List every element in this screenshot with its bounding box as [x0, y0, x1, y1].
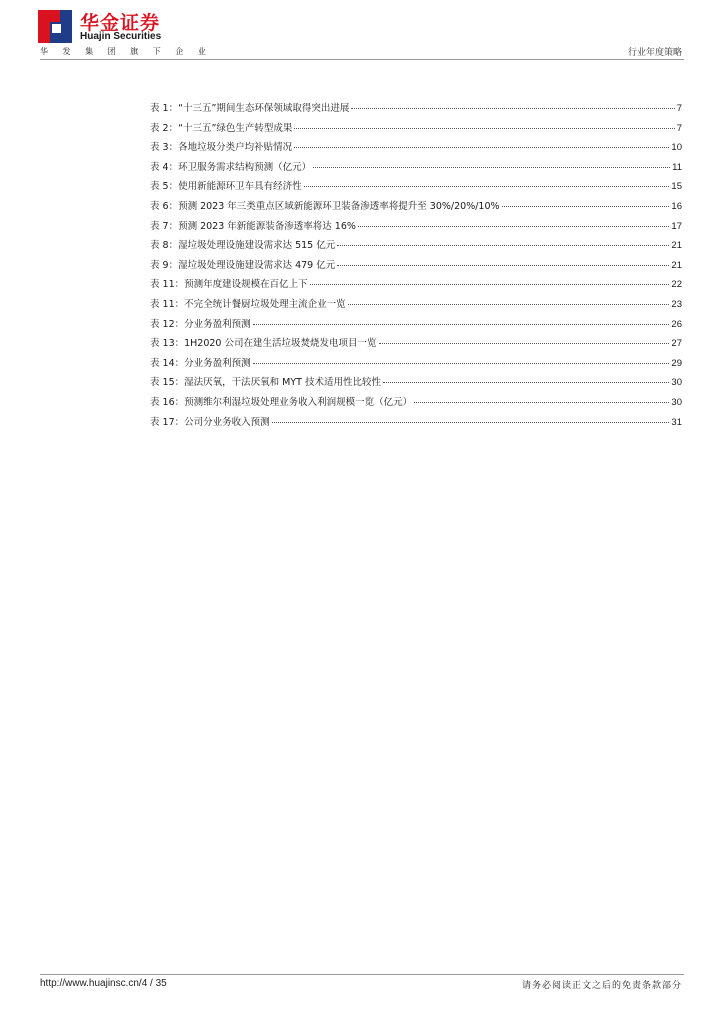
- toc-entry-page: 27: [671, 338, 682, 350]
- toc-entry-page: 22: [671, 279, 682, 291]
- toc-leader-dots: [310, 276, 670, 285]
- brand-name-en: Huajin Securities: [80, 31, 162, 42]
- page-header: [0, 0, 724, 62]
- toc-entry-title: 表 11：不完全统计餐厨垃圾处理主流企业一览: [150, 298, 346, 310]
- toc-entry-title: 表 4：环卫服务需求结构预测（亿元）: [150, 161, 312, 173]
- toc-entry-page: 21: [671, 240, 682, 252]
- toc-entry-page: 7: [676, 103, 682, 114]
- toc-entry-title: 表 8：湿垃圾处理设施建设需求达 515 亿元: [150, 240, 336, 252]
- toc-entry[interactable]: [150, 296, 682, 316]
- toc-entry-page: 30: [671, 396, 682, 408]
- toc-leader-dots: [337, 237, 669, 246]
- toc-entry-title: 表 16：预测维尔利湿垃圾处理业务收入利润规模一览（亿元）: [150, 396, 413, 408]
- toc-leader-dots: [304, 178, 670, 187]
- toc-entry-title: 表 1：“十三五”期间生态环保领域取得突出进展: [150, 103, 350, 114]
- toc-entry[interactable]: [150, 276, 682, 296]
- table-of-tables: [150, 100, 682, 433]
- toc-entry-title: 表 11：预测年度建设规模在百亿上下: [150, 279, 308, 291]
- brand-name-cn: 华金证券: [80, 12, 161, 34]
- toc-entry-page: 26: [671, 318, 682, 330]
- huajin-logo-icon: [38, 8, 74, 44]
- toc-leader-dots: [502, 198, 670, 207]
- header-divider: [40, 59, 684, 60]
- toc-entry[interactable]: [150, 159, 682, 179]
- toc-leader-dots: [348, 296, 670, 305]
- toc-entry[interactable]: [150, 178, 682, 198]
- toc-leader-dots: [414, 394, 669, 403]
- toc-entry-page: 11: [672, 161, 682, 173]
- toc-leader-dots: [358, 218, 670, 227]
- toc-entry[interactable]: [150, 120, 682, 140]
- toc-entry[interactable]: [150, 139, 682, 159]
- toc-entry[interactable]: [150, 100, 682, 120]
- brand-tagline: 华 发 集 团 旗 下 企 业: [40, 47, 212, 56]
- toc-entry-title: 表 6：预测 2023 年三类重点区域新能源环卫装备渗透率将提升至 30%/20%/10%: [150, 200, 500, 212]
- toc-entry-title: 表 15：湿法厌氧，干法厌氧和 MYT 技术适用性比较性: [150, 377, 381, 389]
- toc-entry-page: 16: [671, 200, 682, 212]
- toc-entry-title: 表 2：“十三五”绿色生产转型成果: [150, 122, 293, 134]
- toc-entry-page: 31: [671, 416, 682, 428]
- toc-entry[interactable]: [150, 374, 682, 394]
- toc-leader-dots: [294, 139, 669, 148]
- footer-disclaimer: 请务必阅读正文之后的免责条款部分: [521, 981, 682, 991]
- toc-entry-page: 21: [671, 259, 682, 271]
- toc-leader-dots: [351, 100, 674, 109]
- toc-leader-dots: [253, 316, 670, 325]
- toc-entry[interactable]: [150, 316, 682, 336]
- footer-divider: [40, 974, 684, 975]
- toc-entry-page: 15: [671, 181, 682, 193]
- toc-leader-dots: [313, 159, 670, 168]
- toc-entry-title: 表 3：各地垃圾分类户均补贴情况: [150, 142, 293, 154]
- toc-leader-dots: [294, 120, 674, 129]
- toc-entry-page: 17: [671, 220, 682, 232]
- toc-leader-dots: [253, 355, 670, 364]
- toc-entry-title: 表 9：湿垃圾处理设施建设需求达 479 亿元: [150, 259, 336, 271]
- toc-leader-dots: [272, 414, 670, 423]
- toc-entry[interactable]: [150, 394, 682, 414]
- footer-url-page[interactable]: http://www.huajinsc.cn/4 / 35: [40, 978, 167, 989]
- toc-leader-dots: [383, 374, 669, 383]
- toc-entry[interactable]: [150, 198, 682, 218]
- toc-entry[interactable]: [150, 257, 682, 277]
- company-logo: [38, 8, 188, 44]
- toc-entry-title: 表 5：使用新能源环卫车具有经济性: [150, 181, 302, 193]
- toc-entry-page: 30: [671, 377, 682, 389]
- toc-entry-title: 表 13：1H2020 公司在建生活垃圾焚烧发电项目一览: [150, 338, 377, 350]
- toc-entry-page: 23: [671, 298, 682, 310]
- toc-leader-dots: [337, 257, 669, 266]
- toc-entry[interactable]: [150, 237, 682, 257]
- toc-entry-title: 表 7：预测 2023 年新能源装备渗透率将达 16%: [150, 220, 356, 232]
- toc-entry[interactable]: [150, 218, 682, 238]
- toc-entry-title: 表 17：公司分业务收入预测: [150, 416, 270, 428]
- toc-entry-page: 29: [671, 357, 682, 369]
- toc-entry-title: 表 12：分业务盈利预测: [150, 318, 251, 330]
- toc-entry[interactable]: [150, 414, 682, 434]
- toc-entry[interactable]: [150, 335, 682, 355]
- toc-entry-page: 7: [676, 122, 682, 134]
- toc-entry-page: 10: [671, 142, 682, 154]
- toc-leader-dots: [379, 335, 670, 344]
- report-type: 行业年度策略: [627, 48, 682, 58]
- toc-entry[interactable]: [150, 355, 682, 375]
- toc-entry-title: 表 14：分业务盈利预测: [150, 357, 251, 369]
